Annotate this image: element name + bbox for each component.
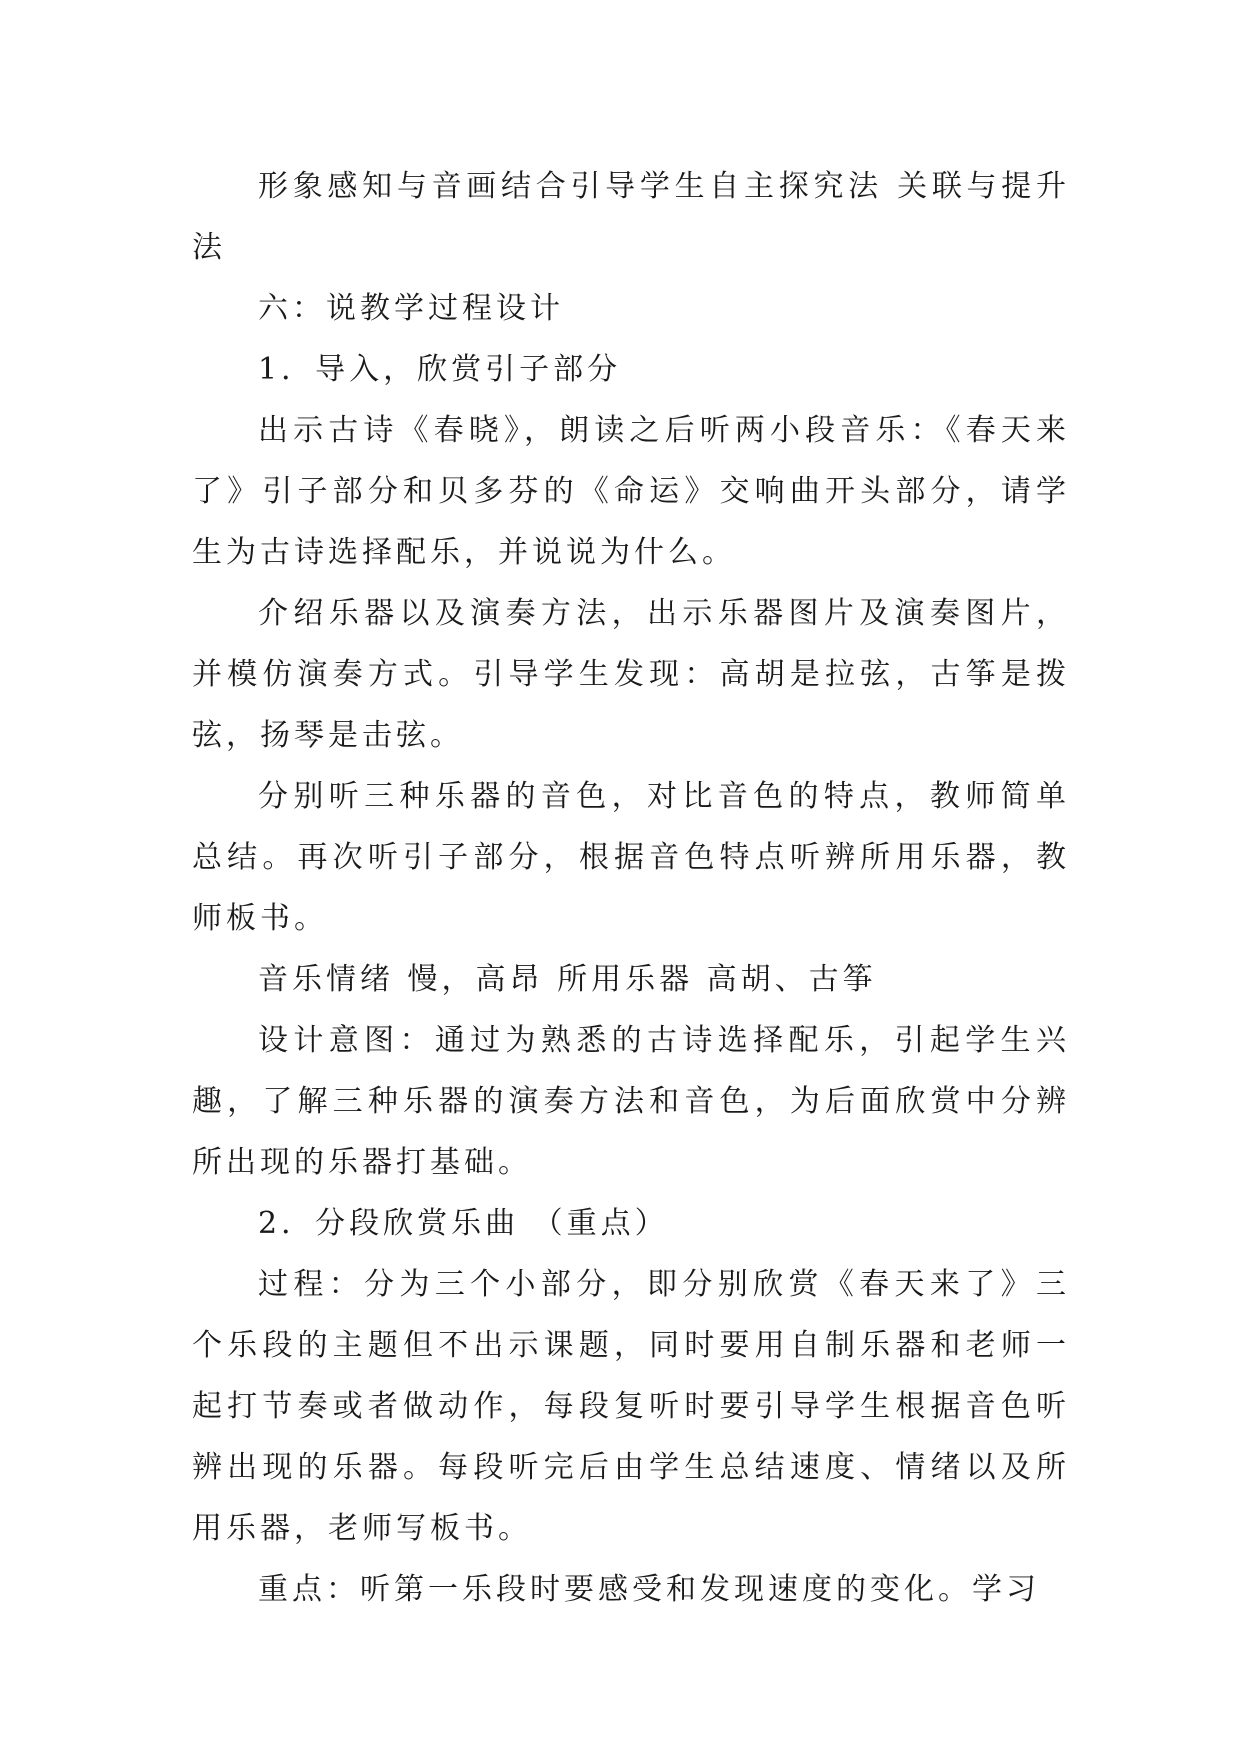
document-body: [192, 156, 1070, 1620]
paragraph-design-intent: 设计意图：通过为熟悉的古诗选择配乐，引起学生兴趣，了解三种乐器的演奏方法和音色，为后面欣赏中分辨所出现的乐器打基础。: [192, 1023, 1070, 1180]
paragraph-teaching-methods: 形象感知与音画结合引导学生自主探究法 关联与提升法: [192, 169, 1070, 265]
subheading-segment-appreciation: 2．分段欣赏乐曲 （重点）: [258, 1206, 669, 1241]
paragraph-ancient-poem: 出示古诗《春晓》，朗读之后听两小段音乐：《春天来了》引子部分和贝多芬的《命运》交响曲开头部分，请学生为古诗选择配乐，并说说为什么。: [192, 413, 1070, 570]
paragraph-blackboard-notes: 音乐情绪 慢，高昂 所用乐器 高胡、古筝: [258, 962, 877, 997]
subheading-introduction: 1．导入，欣赏引子部分: [258, 352, 622, 387]
section-heading-teaching-process: 六：说教学过程设计: [258, 291, 564, 326]
paragraph-key-point: 重点：听第一乐段时要感受和发现速度的变化。学习: [258, 1572, 1040, 1607]
paragraph-process: 过程：分为三个小部分，即分别欣赏《春天来了》三个乐段的主题但不出示课题，同时要用自制乐器和老师一起打节奏或者做动作，每段复听时要引导学生根据音色听辨出现的乐器。每段听完后由学生总结速度、情绪以及所用乐器，老师写板书。: [192, 1267, 1070, 1546]
paragraph-timbre-comparison: 分别听三种乐器的音色，对比音色的特点，教师简单总结。再次听引子部分，根据音色特点听辨所用乐器，教师板书。: [192, 779, 1070, 936]
paragraph-instruments-intro: 介绍乐器以及演奏方法，出示乐器图片及演奏图片，并模仿演奏方式。引导学生发现：高胡是拉弦，古筝是拨弦，扬琴是击弦。: [192, 596, 1070, 753]
